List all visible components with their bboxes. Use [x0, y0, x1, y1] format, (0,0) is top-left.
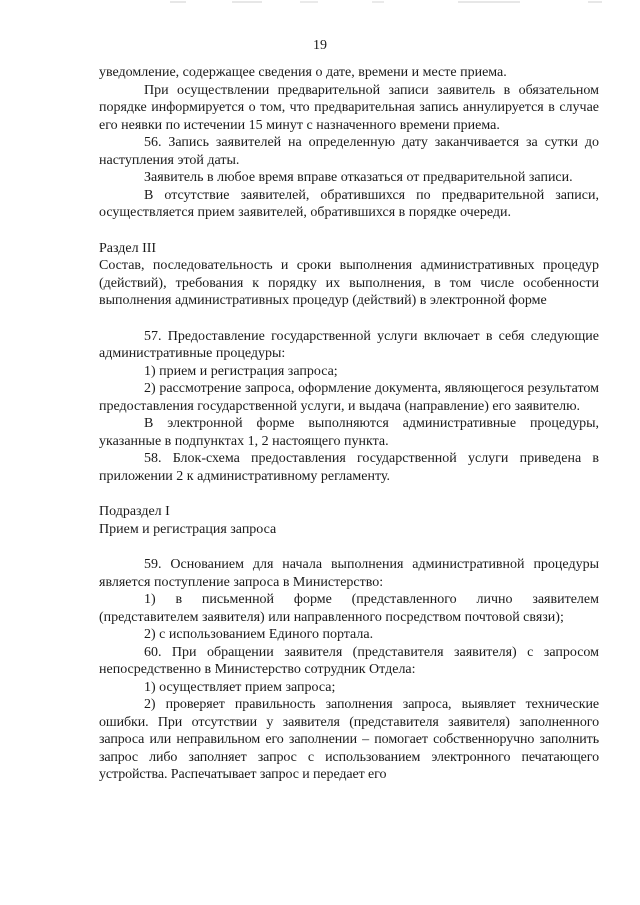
page-number: 19: [313, 38, 327, 53]
list-item: 2) с использованием Единого портала.: [144, 627, 374, 642]
list-item: 2) рассмотрение запроса, оформление документа, являющегося результатом предоставления государственной услуги, и выдача (направление) его заявителю.: [99, 381, 599, 414]
subsection-title: Подраздел I: [99, 504, 170, 519]
section-subtitle: Состав, последовательность и сроки выполнения административных процедур (действий), требования к порядку их выполнения, в том числе особенности выполнения административных процедур (действий) в электронной форме: [99, 258, 599, 308]
list-item: 1) в письменной форме (представленного лично заявителем (представителем заявителя) или направленного посредством почтовой связи);: [99, 592, 599, 625]
paragraph: 60. При обращении заявителя (представителя заявителя) с запросом непосредственно в Министерство сотрудник Отдела:: [99, 644, 599, 677]
list-item: 2) проверяет правильность заполнения запроса, выявляет технические ошибки. При отсутствии у заявителя (представителя заявителя) заполненного запроса или неправильном его заполнении – помогает собственноручно заполнить запрос либо заполняет запрос с использованием электронного печатающего устройства. Распечатывает запрос и передает его: [99, 697, 599, 782]
paragraph: уведомление, содержащее сведения о дате, времени и месте приема.: [99, 65, 507, 80]
paragraph: Заявитель в любое время вправе отказаться от предварительной записи.: [144, 170, 573, 185]
list-item: 1) прием и регистрация запроса;: [144, 363, 338, 379]
paragraph: В электронной форме выполняются административные процедуры, указанные в подпунктах 1, 2 настоящего пункта.: [99, 416, 599, 449]
paragraph: 56. Запись заявителей на определенную дату заканчивается за сутки до наступления этой даты.: [99, 135, 599, 168]
section-title: Раздел III: [99, 240, 157, 256]
paragraph: 57. Предоставление государственной услуги включает в себя следующие административные процедуры:: [99, 328, 599, 361]
document-body: [99, 64, 599, 784]
paragraph: В отсутствие заявителей, обратившихся по предварительной записи, осуществляется прием заявителей, обратившихся в порядке очереди.: [99, 187, 599, 220]
list-item: 1) осуществляет прием запроса;: [144, 679, 336, 695]
paragraph: 59. Основанием для начала выполнения административной процедуры является поступление запроса в Министерство:: [99, 557, 599, 590]
paragraph: При осуществлении предварительной записи заявитель в обязательном порядке информируется о том, что предварительная запись аннулируется в случае его неявки по истечении 15 минут с назначенного времени приема.: [99, 82, 599, 133]
scan-edge-marks: [0, 0, 640, 6]
paragraph: 58. Блок-схема предоставления государственной услуги приведена в приложении 2 к административному регламенту.: [99, 451, 599, 484]
subsection-subtitle: Прием и регистрация запроса: [99, 521, 277, 537]
